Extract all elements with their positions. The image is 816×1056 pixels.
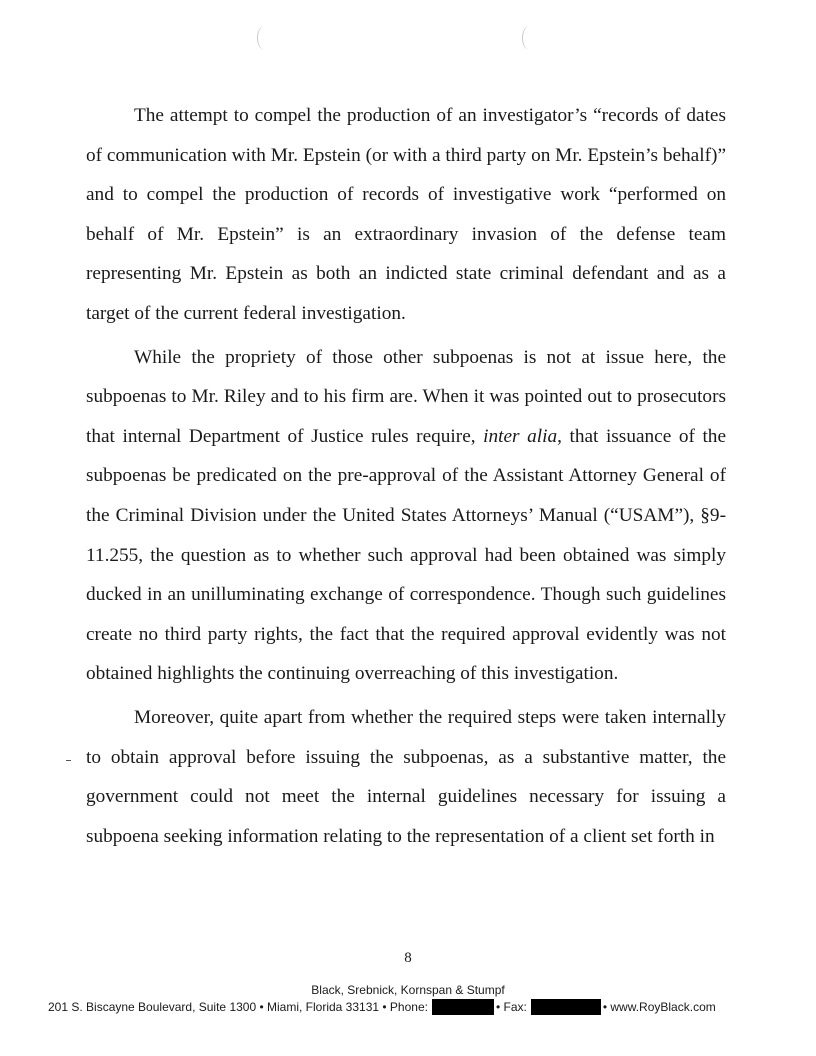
document-body xyxy=(86,96,726,860)
redacted-fax-block xyxy=(531,999,601,1015)
firm-name: Black, Srebnick, Kornspan & Stumpf xyxy=(311,983,505,997)
redacted-phone-block xyxy=(432,999,494,1015)
paragraph-2: While the propriety of those other subpoenas is not at issue here, the subpoenas to Mr. Riley and to his firm are. When it was pointed out to prosecutors that internal Department of Justice rules require, inter alia, that issuance of the subpoenas be predicated on the pre-approval of the Assistant Attorney General of the Criminal Division under the United States Attorneys’ Manual (“USAM”), §9-11.255, the question as to whether such approval had been obtained was simply ducked in an unilluminating exchange of correspondence. Though such guidelines create no third party rights, the fact that the required approval evidently was not obtained highlights the continuing overreaching of this investigation. xyxy=(86,346,726,685)
latin-phrase: inter alia xyxy=(483,425,558,447)
footer-contact-line xyxy=(48,999,768,1015)
punch-hole-mark-right xyxy=(522,26,537,50)
stray-scan-mark xyxy=(66,760,71,761)
paragraph-1: The attempt to compel the production of an investigator’s “records of dates of communication with Mr. Epstein (or with a third party on Mr. Epstein’s behalf)” and to compel the production of records of investigative work “performed on behalf of Mr. Epstein” is an extraordinary invasion of the defense team representing Mr. Epstein as both an indicted state criminal defendant and as a target of the current federal investigation. xyxy=(86,105,726,324)
footer-fax-label: • Fax: xyxy=(495,1000,527,1014)
page-number: 8 xyxy=(404,950,412,966)
footer-website: • www.RoyBlack.com xyxy=(602,1000,716,1014)
punch-hole-mark-left xyxy=(257,26,272,50)
footer-address: 201 S. Biscayne Boulevard, Suite 1300 • Miami, Florida 33131 • Phone: xyxy=(48,1000,428,1014)
paragraph-3: Moreover, quite apart from whether the required steps were taken internally to obtain approval before issuing the subpoenas, as a substantive matter, the government could not meet the internal guidelines necessary for issuing a subpoena seeking information relating to the representation of a client set forth in xyxy=(86,706,726,847)
